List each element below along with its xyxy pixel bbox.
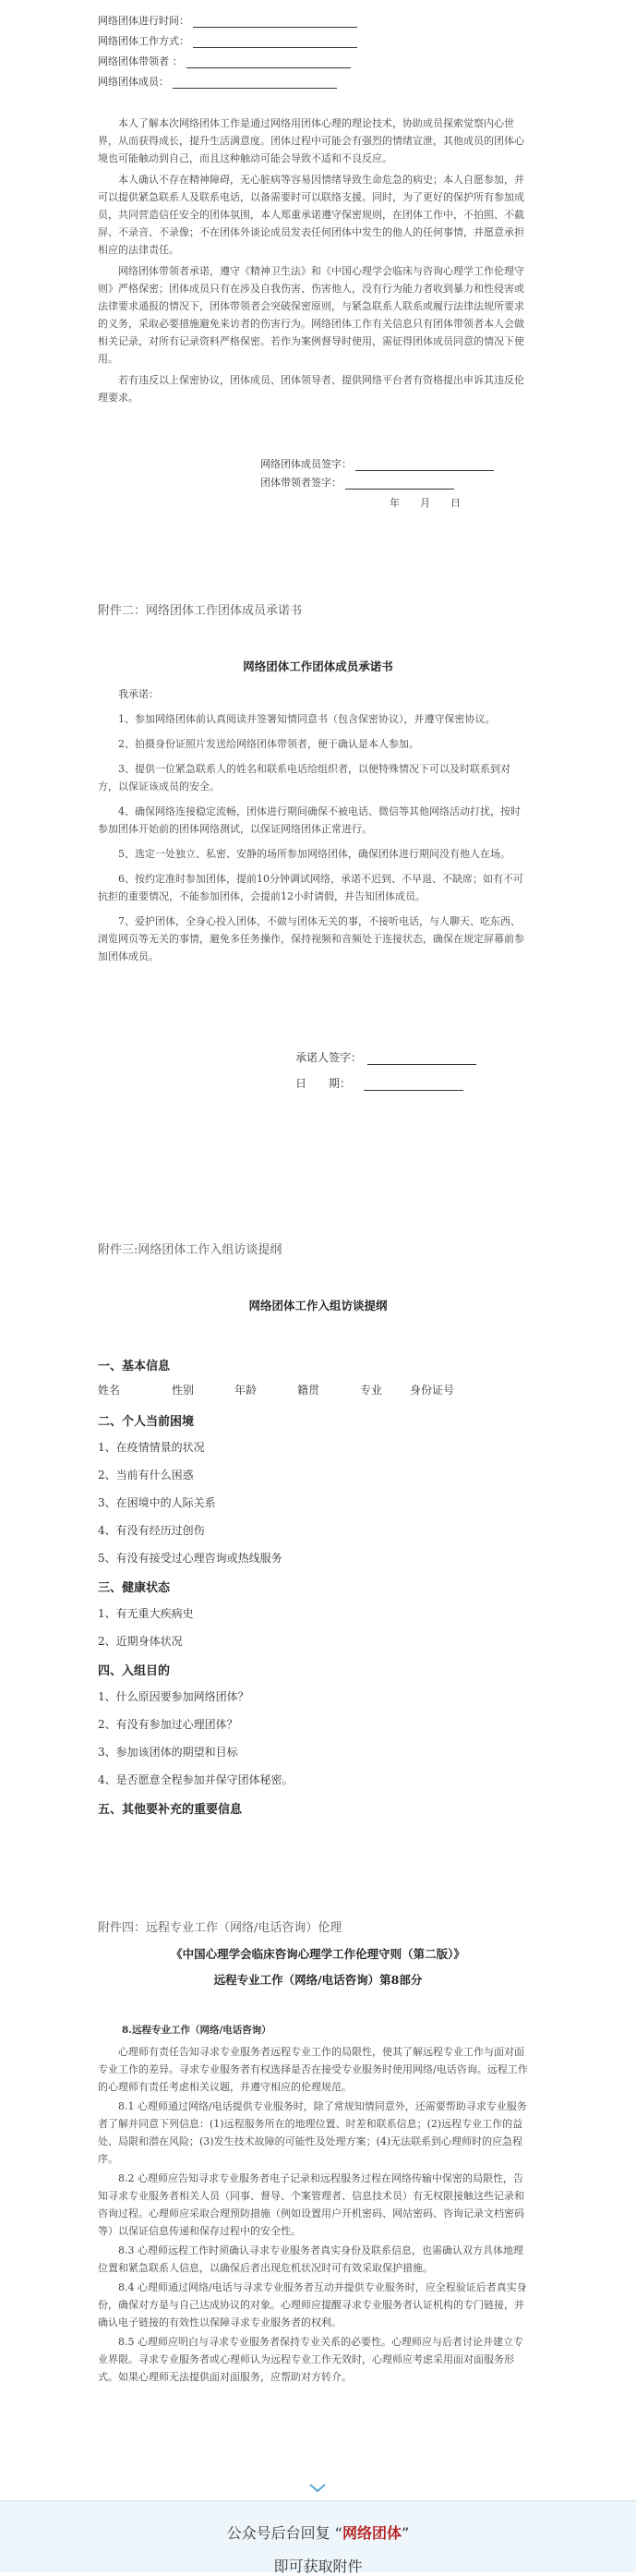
annex2-item: 4、确保网络连接稳定流畅，团体进行期间确保不被电话、微信等其他网络活动打扰，按时参加团体开始前的团体网络测试，以保证网络团体正常进行。 xyxy=(98,805,521,835)
field-age: 年龄 xyxy=(234,1384,258,1397)
annex3-heading: 附件三:网络团体工作入组访谈提纲 xyxy=(98,1243,282,1257)
list-item: 2、近期身体状况 xyxy=(98,1635,183,1648)
list-item: 2、当前有什么困惑 xyxy=(98,1469,194,1482)
agreement-date: 年 月 日 xyxy=(390,497,461,509)
form-field-time: 网络团体进行时间： xyxy=(98,13,357,28)
agreement-body xyxy=(98,115,530,406)
annex3-section-health: 三、健康状态 xyxy=(98,1581,171,1595)
annex2-item: 2、拍摄身份证照片发送给网络团体带领者，便于确认是本人参加。 xyxy=(118,738,419,750)
agreement-paragraph: 本人确认不存在精神障碍，无心脏病等容易因情绪导致生命危急的病史；本人自愿参加，并可以提供紧急联系人及联系电话，以备需要时可以联络支援。同时，为了更好的保护所有参加成员，共同营造信任安全的团体氛围，本人郑重承诺遵守保密规则，在团体工作中，不拍照、不截屏、不录音、不录像；不在团体外谈论成员发表任何团体中发生的他人的任何事情，并愿意承担相应的法律责任。 xyxy=(98,174,524,256)
agreement-paragraph: 若有违反以上保密协议，团体成员、团体领导者、提供网络平台者有资格提出申诉其违反伦理要求。 xyxy=(98,374,524,404)
chevron-down-icon xyxy=(308,2483,327,2494)
field-name: 姓名 xyxy=(98,1384,121,1397)
annex2-title: 网络团体工作团体成员承诺书 xyxy=(243,659,393,673)
list-item: 2、有没有参加过心理团体？ xyxy=(98,1718,238,1731)
list-item: 1、什么原因要参加网络团体？ xyxy=(98,1690,249,1703)
annex3-section-purpose: 四、入组目的 xyxy=(98,1664,171,1678)
list-item: 4、是否愿意全程参加并保守团体秘密。 xyxy=(98,1773,294,1786)
list-item: 3、参加该团体的期望和目标 xyxy=(98,1746,238,1759)
annex2-item: 1、参加网络团体前认真阅读并签署知情同意书（包含保密协议），并遵守保密协议。 xyxy=(118,713,496,725)
form-field-leader: 网络团体带领者 ： xyxy=(98,54,351,68)
annex3-section-difficulty: 二、个人当前困境 xyxy=(98,1415,195,1429)
agreement-paragraph: 本人了解本次网络团体工作是通过网络用团体心理的理论技术，协助成员探索觉察内心世界，从而获得成长，提升生活满意度。团体过程中可能会有强烈的情绪宣泄，其他成员的团体心境也可能触动到自己，而且这种触动可能会导致不适和不良反应。 xyxy=(98,117,524,164)
footer-subtext: 即可获取附件 xyxy=(273,2558,363,2575)
annex4-paragraph: 8.3 心理师远程工作时须确认寻求专业服务者真实身份及联系信息，也需确认双方具体地理位置和紧急联系人信息，以确保后者出现危机状况时可有效采取保护措施。 xyxy=(98,2244,523,2274)
leader-signature-line: 团体带领者签字： xyxy=(260,475,454,490)
annex4-paragraph: 8.1 心理师通过网络/电话提供专业服务时，除了常规知情同意外，还需要帮助寻求专业服务者了解并同意下列信息：(1)远程服务所在的地理位置、时差和联系信息；(2)远程专业工作的益处、局限和潜在风险；(3)发生技术故障的可能性及处理方案；(4)无法联系到心理师时的应急程序。 xyxy=(98,2100,527,2165)
list-item: 5、有没有接受过心理咨询或热线服务 xyxy=(98,1552,282,1565)
annex4-paragraph: 8.5 心理师应明白与寻求专业服务者保持专业关系的必要性。心理师应与后者讨论并建立专业界限。寻求专业服务者或心理师认为远程专业工作无效时，心理师应考虑采用面对面服务形式。如果心理师无法提供面对面服务，应帮助对方转介。 xyxy=(98,2336,523,2383)
annex2-body xyxy=(98,685,530,965)
annex4-subheading: 8.远程专业工作（网络/电话咨询） xyxy=(122,2025,271,2036)
annex2-greeting: 我承诺： xyxy=(118,688,159,700)
agreement-paragraph: 网络团体带领者承诺，遵守《精神卫生法》和《中国心理学会临床与咨询心理学工作伦理守则》严格保密；团体成员只有在涉及自我伤害、伤害他人，没有行为能力者收到暴力和性侵害或法律要求通报的情况下，团体带领者会突破保密原则，与紧急联系人联系或履行法律法规所要求的义务，采取必要措施避免来访者的伤害行为。网络团体工作有关信息只有团体带领者本人会做相关记录，对所有记录资料严格保密。若作为案例督导时使用，需征得团体成员同意的情况下使用。 xyxy=(98,265,524,365)
list-item: 1、在疫情情景的状况 xyxy=(98,1441,205,1454)
annex4-title-2: 远程专业工作（网络/电话咨询）第8部分 xyxy=(213,1973,423,1987)
annex2-item: 6、按约定准时参加团体，提前10分钟调试网络，承诺不迟到、不早退、不缺席；如有不可抗拒的重要情况，不能参加团体，会提前12小时请假，并告知团体成员。 xyxy=(98,873,523,902)
annex4-body xyxy=(98,2043,530,2386)
annex3-section-basic: 一、基本信息 xyxy=(98,1360,171,1373)
footer-keyword: 网络团体 xyxy=(342,2524,402,2542)
field-gender: 性别 xyxy=(172,1384,195,1397)
form-field-members: 网络团体成员： xyxy=(98,74,337,89)
list-item: 4、有没有经历过创伤 xyxy=(98,1524,205,1537)
annex2-item: 5、选定一处独立、私密、安静的场所参加网络团体，确保团体进行期间没有他人在场。 xyxy=(118,848,510,860)
form-field-method: 网络团体工作方式： xyxy=(98,33,357,48)
annex3-title: 网络团体工作入组访谈提纲 xyxy=(248,1299,388,1312)
member-signature-line: 网络团体成员签字： xyxy=(260,456,494,471)
annex4-paragraph: 心理师有责任告知寻求专业服务者远程专业工作的局限性，使其了解远程专业工作与面对面专业工作的差异。寻求专业服务者有权选择是否在接受专业服务时使用网络/电话咨询。远程工作的心理师有责任考虑相关议题，并遵守相应的伦理规范。 xyxy=(98,2046,528,2093)
annex2-heading: 附件二：网络团体工作团体成员承诺书 xyxy=(98,604,303,618)
field-major: 专业 xyxy=(360,1384,383,1397)
annex4-title-1: 《中国心理学会临床咨询心理学工作伦理守则（第二版）》 xyxy=(171,1947,465,1961)
footer-banner xyxy=(0,2500,636,2575)
annex2-item: 7、爱护团体，全身心投入团体，不做与团体无关的事，不接听电话，与人聊天、吃东西、浏览网页等无关的事情，避免多任务操作，保持视频和音频处于连接状态，确保在规定屏幕前参加团体成员。 xyxy=(98,915,524,962)
promisor-date-line: 日 期： xyxy=(295,1075,463,1091)
promisor-signature-line: 承诺人签字： xyxy=(295,1049,476,1065)
annex3-section-other: 五、其他要补充的重要信息 xyxy=(98,1803,243,1817)
list-item: 3、在困境中的人际关系 xyxy=(98,1496,216,1509)
list-item: 1、有无重大疾病史 xyxy=(98,1607,194,1620)
footer-instruction: 公众号后台回复 “网络团体” xyxy=(226,2524,410,2542)
annex2-item: 3、提供一位紧急联系人的姓名和联系电话给组织者，以便特殊情况下可以及时联系到对方，以保证该成员的安全。 xyxy=(98,763,510,792)
field-id-number: 身份证号 xyxy=(410,1384,455,1397)
annex4-paragraph: 8.2 心理师应告知寻求专业服务者电子记录和远程服务过程在网络传输中保密的局限性，告知寻求专业服务者相关人员（同事、督导、个案管理者、信息技术员）有无权限接触这些记录和咨询过程。心理师应采取合理预防措施（例如设置用户开机密码、网站密码、咨询记录文档密码等）以保证信息传递和保存过程中的安全性。 xyxy=(98,2172,524,2237)
annex4-paragraph: 8.4 心理师通过网络/电话与寻求专业服务者互动并提供专业服务时，应全程验证后者真实身份，确保对方是与自己达成协议的对象。心理师应提醒寻求专业服务者认证机构的专门链接，并确认电子链接的有效性以保障寻求专业服务者的权利。 xyxy=(98,2281,527,2328)
annex4-heading: 附件四：远程专业工作（网络/电话咨询）伦理 xyxy=(98,1921,342,1935)
field-hometown: 籍贯 xyxy=(297,1384,320,1397)
